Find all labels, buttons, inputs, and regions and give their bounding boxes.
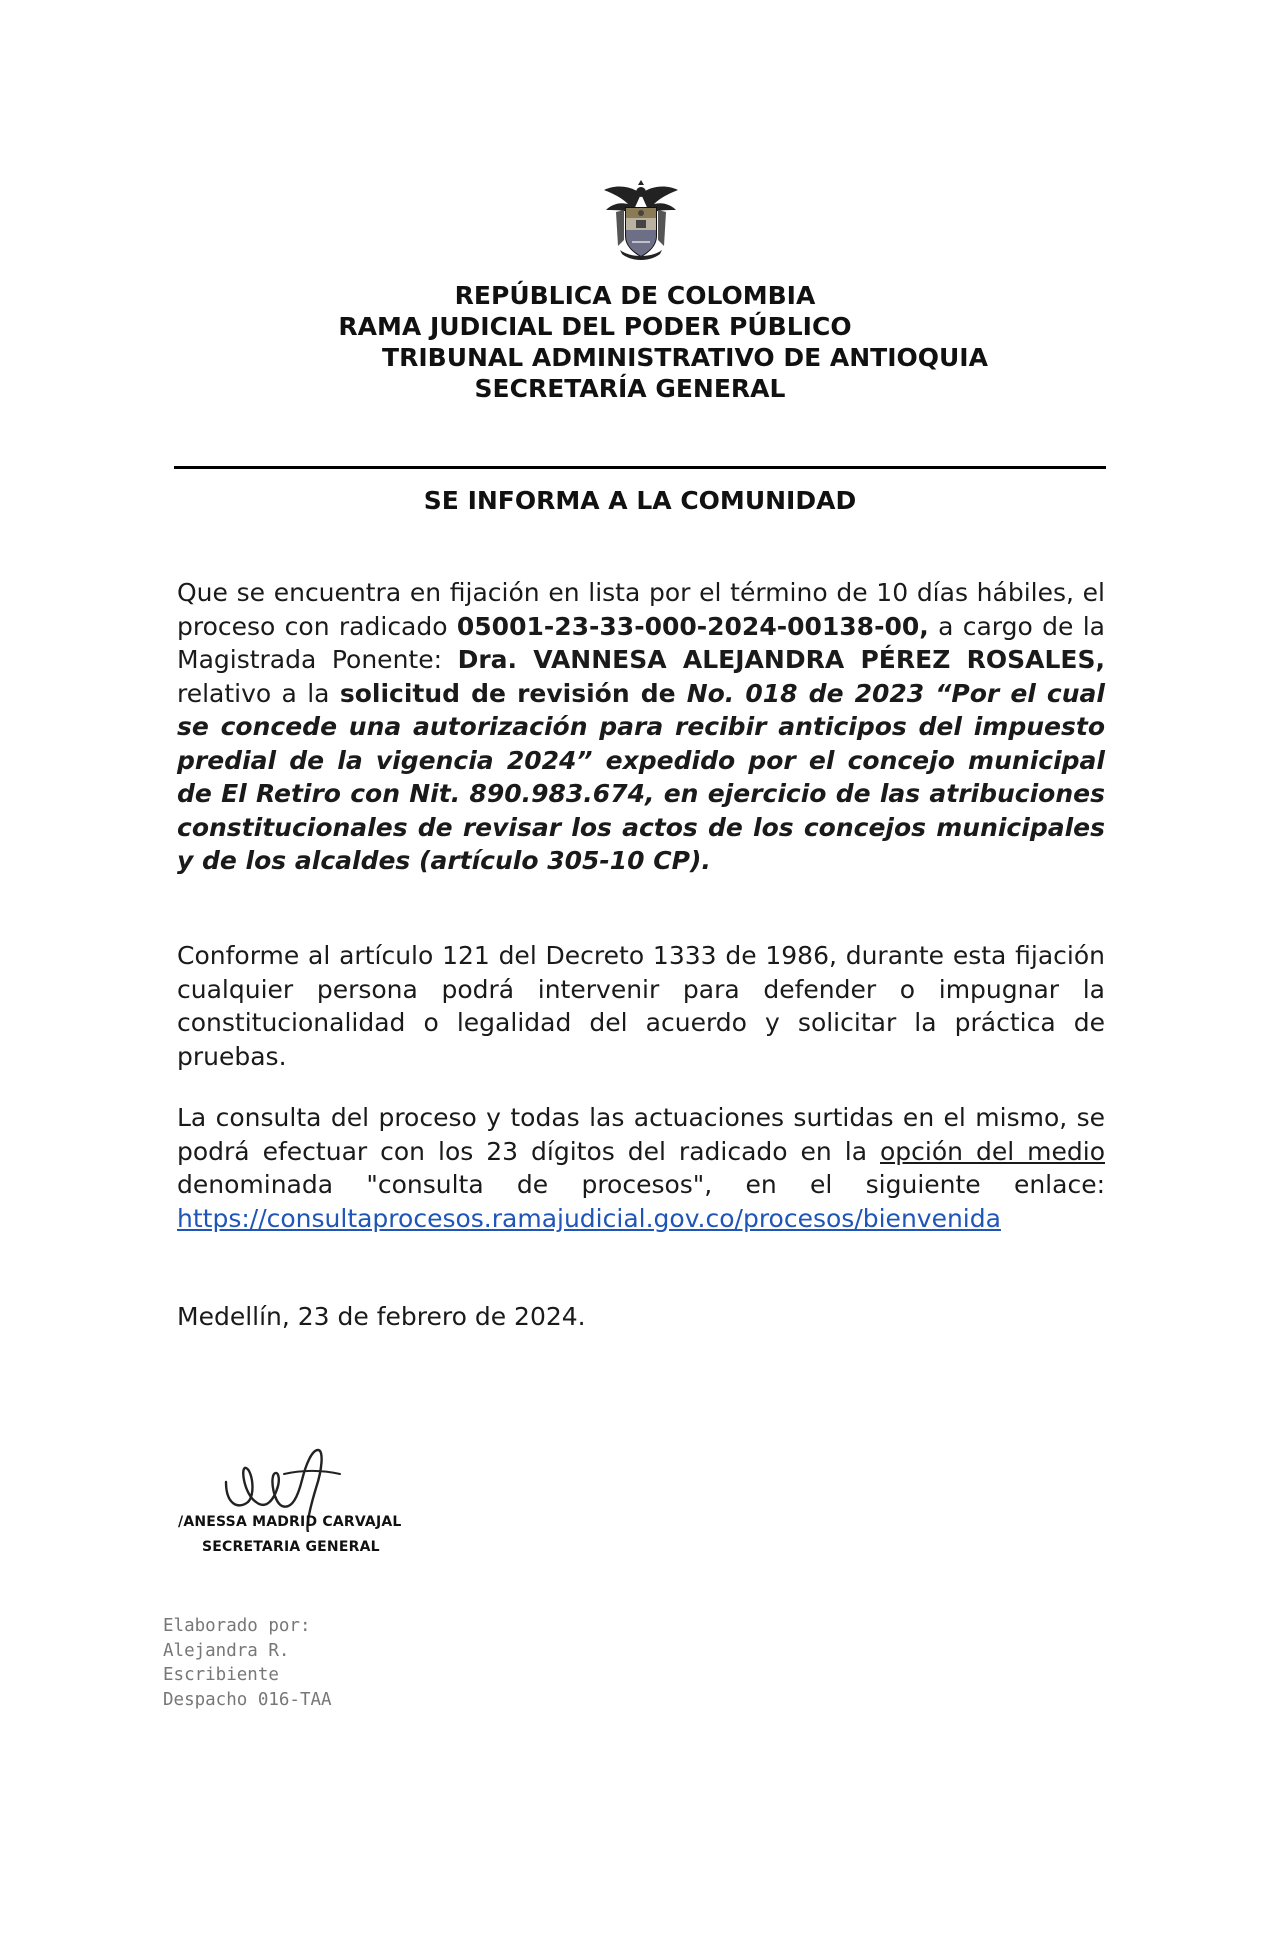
header-line-rama-judicial: RAMA JUDICIAL DEL PODER PÚBLICO [338,312,852,341]
paragraph-consulta [177,1101,1105,1235]
header-line-tribunal: TRIBUNAL ADMINISTRATIVO DE ANTIOQUIA [382,343,988,372]
consulta-procesos-link[interactable]: https://consultaprocesos.ramajudicial.gov.co/procesos/bienvenida [177,1203,1001,1233]
header-divider [174,466,1106,469]
magistrada-name: Dra. VANNESA ALEJANDRA PÉREZ ROSALES, [457,645,1105,674]
header-line-republica: REPÚBLICA DE COLOMBIA [454,281,816,310]
paragraph-text: relativo a la [177,678,340,708]
signatory-name: /ANESSA MADRID CARVAJAL [178,1514,402,1530]
notice-title: SE INFORMA A LA COMUNIDAD [423,486,857,515]
paragraph-text: denominada "consulta de procesos", en el siguiente enlace: [177,1170,1105,1199]
signatory-role: SECRETARIA GENERAL [202,1539,380,1555]
coat-of-arms-icon [602,180,680,262]
footer-line: Alejandra R. [163,1640,290,1661]
acto-description: No. 018 de 2023 “Por el cual se concede una autorización para recibir anticipos del impuesto predial de la vigencia 2024” expedido por el concejo municipal de El Retiro con Nit. 890.983.674, en ejercicio de las atribuciones constitucionales de revisar los actos de los concejos municipales y de los alcaldes (artículo 305-10 CP). [177,678,1105,875]
footer-line: Elaborado por: [163,1616,311,1636]
paragraph-fijacion [177,576,1105,878]
paragraph-text: a cargo de la Magistrada Ponente: [177,611,1105,674]
footer-line: Despacho 016-TAA [163,1689,332,1710]
underlined-text: opción del medio [880,1136,1105,1166]
paragraph-text: La consulta del proceso y todas las actuaciones surtidas en el mismo, se podrá efectuar con los 23 dígitos del radicado en la [177,1103,1105,1166]
paragraph-intervencion: Conforme al artículo 121 del Decreto 1333 de 1986, durante esta fijación cualquier persona podrá intervenir para defender o impugnar la constitucionalidad o legalidad del acuerdo y solicitar la práctica de pruebas. [177,941,1105,1071]
header-line-secretaria: SECRETARÍA GENERAL [474,374,786,403]
footer-line: Escribiente [163,1665,279,1685]
footer-prepared-by [163,1614,332,1712]
solicitud-text: solicitud de revisión de [339,678,687,708]
document-date: Medellín, 23 de febrero de 2024. [177,1302,586,1331]
radicado-number: 05001-23-33-000-2024-00138-00, [456,611,929,641]
paragraph-text: Que se encuentra en fijación en lista por el término de 10 días hábiles, el proceso con radicado [177,578,1105,641]
